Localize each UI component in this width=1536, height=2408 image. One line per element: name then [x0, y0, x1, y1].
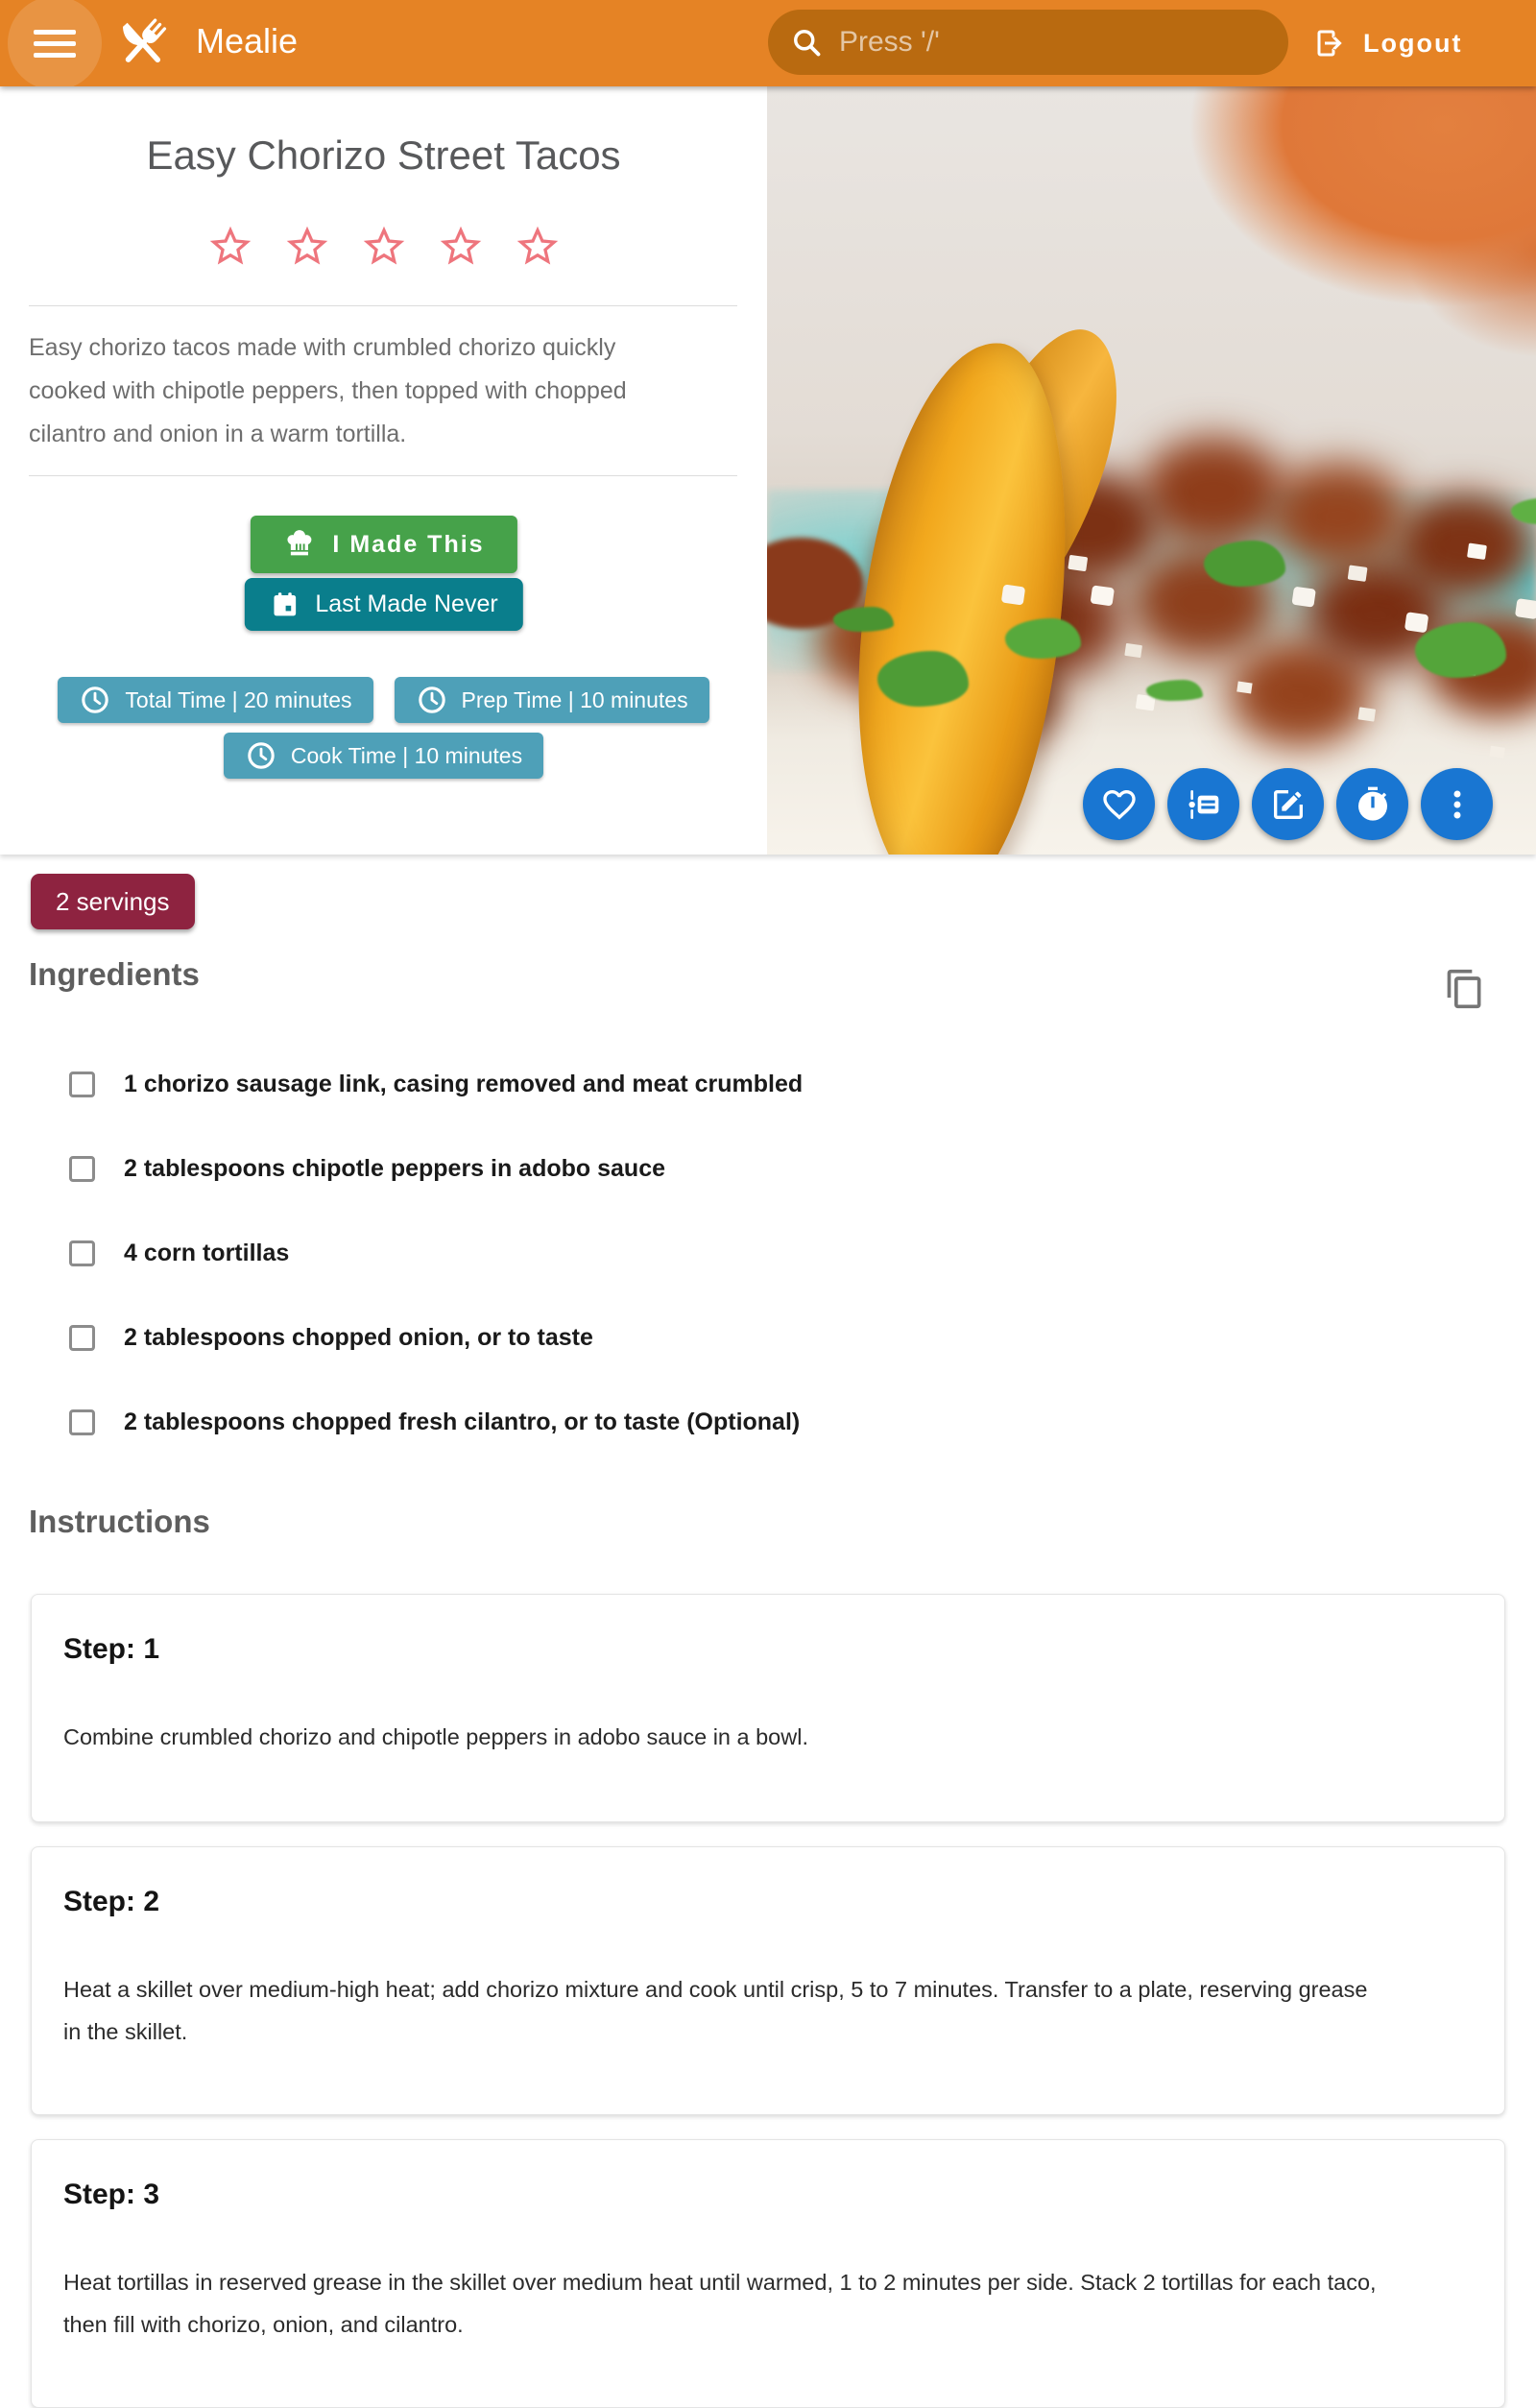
star-icon[interactable] — [208, 225, 252, 274]
logout-icon — [1313, 26, 1348, 60]
ingredient-checkbox[interactable] — [69, 1072, 95, 1097]
recipe-title: Easy Chorizo Street Tacos — [146, 132, 621, 178]
total-time-chip — [58, 677, 372, 723]
clock-icon — [245, 739, 277, 772]
ingredient-row[interactable] — [69, 1380, 1461, 1464]
copy-ingredients-button[interactable] — [1430, 954, 1500, 1023]
step-title: Step: 2 — [63, 1886, 160, 1917]
clock-icon — [79, 684, 111, 716]
ingredient-checkbox[interactable] — [69, 1156, 95, 1182]
step-text: Heat tortillas in reserved grease in the skillet over medium heat until warmed, 1 to 2 minutes per side. Stack 2 tortillas for each taco, then fill with chorizo, onion, and cilantro. — [63, 2270, 1377, 2337]
last-made-chip[interactable] — [244, 578, 522, 631]
step-text: Heat a skillet over medium-high heat; add chorizo mixture and cook until crisp, 5 to 7 minutes. Transfer to a plate, reserving grease in the skillet. — [63, 1977, 1368, 2044]
edit-button[interactable] — [1252, 768, 1324, 840]
dots-vertical-icon — [1438, 785, 1476, 824]
recipe-summary-panel — [0, 86, 767, 855]
onion-dice — [1001, 584, 1025, 605]
total-time-label: Total Time | 20 minutes — [125, 686, 352, 712]
chef-hat-icon — [282, 528, 315, 561]
star-icon[interactable] — [516, 225, 560, 274]
ingredient-label: 2 tablespoons chopped fresh cilantro, or to taste (Optional) — [124, 1408, 801, 1435]
time-chips — [0, 677, 767, 788]
ingredient-label: 1 chorizo sausage link, casing removed and meat crumbled — [124, 1070, 804, 1097]
app-title: Mealie — [196, 21, 299, 60]
ingredient-checkbox[interactable] — [69, 1325, 95, 1351]
more-options-button[interactable] — [1421, 768, 1493, 840]
instruction-step-card[interactable] — [31, 2139, 1505, 2408]
logout-label: Logout — [1363, 28, 1463, 58]
favorite-button[interactable] — [1083, 768, 1155, 840]
cilantro-leaves — [877, 651, 969, 707]
instructions-heading: Instructions — [29, 1504, 210, 1539]
ingredient-label: 2 tablespoons chipotle peppers in adobo sauce — [124, 1154, 666, 1182]
search-input[interactable] — [839, 26, 1267, 59]
divider — [29, 305, 737, 306]
search-field[interactable] — [768, 10, 1288, 75]
ingredient-row[interactable] — [69, 1211, 1461, 1295]
ingredient-checkbox[interactable] — [69, 1409, 95, 1435]
cook-time-chip — [224, 733, 543, 779]
logout-button[interactable] — [1313, 0, 1462, 86]
step-text: Combine crumbled chorizo and chipotle peppers in adobo sauce in a bowl. — [63, 1724, 808, 1749]
prep-time-label: Prep Time | 10 minutes — [461, 686, 688, 712]
step-title: Step: 1 — [63, 1633, 160, 1665]
rating-stars — [0, 225, 767, 274]
search-icon — [789, 25, 824, 60]
ingredients-heading: Ingredients — [29, 956, 200, 992]
recipe-description: Easy chorizo tacos made with crumbled chorizo quickly cooked with chipotle peppers, then topped with chopped cilantro and onion in a warm tortilla. — [29, 334, 627, 447]
ingredient-list — [69, 1042, 1461, 1464]
clock-icon — [416, 684, 448, 716]
mealie-logo-icon — [111, 12, 175, 80]
prep-time-chip — [395, 677, 709, 723]
i-made-this-label: I Made This — [332, 530, 485, 558]
ingredient-label: 4 corn tortillas — [124, 1239, 290, 1266]
hamburger-icon — [34, 30, 76, 35]
servings-badge[interactable] — [31, 874, 195, 929]
menu-button[interactable] — [8, 0, 102, 86]
recipe-photo — [767, 86, 1536, 855]
ingredient-checkbox[interactable] — [69, 1240, 95, 1266]
ingredient-label: 2 tablespoons chopped onion, or to taste — [124, 1323, 593, 1351]
stopwatch-icon — [1354, 785, 1392, 824]
servings-label: 2 servings — [56, 886, 170, 916]
last-made-label: Last Made Never — [315, 590, 498, 617]
timer-button[interactable] — [1336, 768, 1408, 840]
pencil-square-icon — [1269, 785, 1308, 824]
cook-time-label: Cook Time | 10 minutes — [290, 742, 523, 768]
recipe-hero — [0, 86, 1536, 855]
recipe-action-buttons — [1083, 768, 1493, 840]
calendar-icon — [269, 590, 300, 620]
heart-icon — [1100, 785, 1139, 824]
divider — [29, 475, 737, 476]
app-header — [0, 0, 1536, 86]
instruction-step-card[interactable] — [31, 1846, 1505, 2115]
timeline-button[interactable] — [1167, 768, 1239, 840]
star-icon[interactable] — [285, 225, 329, 274]
ingredient-row[interactable] — [69, 1042, 1461, 1126]
ingredient-row[interactable] — [69, 1126, 1461, 1211]
ingredient-row[interactable] — [69, 1295, 1461, 1380]
i-made-this-button[interactable] — [250, 516, 516, 573]
timeline-list-icon — [1185, 785, 1223, 824]
star-icon[interactable] — [362, 225, 406, 274]
step-title: Step: 3 — [63, 2179, 160, 2210]
instruction-step-card[interactable] — [31, 1594, 1505, 1822]
star-icon[interactable] — [439, 225, 483, 274]
copy-icon — [1444, 968, 1486, 1010]
